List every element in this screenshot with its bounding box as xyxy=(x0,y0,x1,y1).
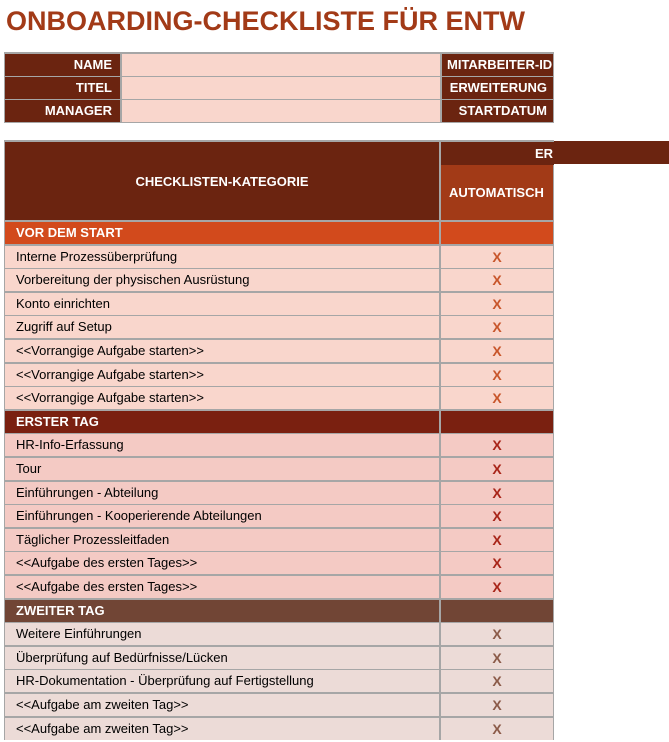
extension-label: ERWEITERUNG xyxy=(442,77,554,99)
table-row xyxy=(5,387,553,409)
title-label: TITEL xyxy=(5,77,120,99)
table-row xyxy=(5,694,553,716)
group-header-label: ER xyxy=(535,146,554,161)
task-label: <<Aufgabe des ersten Tages>> xyxy=(5,552,439,574)
name-label: NAME xyxy=(5,54,120,76)
table-row xyxy=(5,246,553,268)
section-mark-cell xyxy=(441,600,553,622)
table-row xyxy=(5,316,553,338)
table-row xyxy=(5,458,553,480)
employee-info-table xyxy=(4,52,554,123)
manager-label: MANAGER xyxy=(5,100,120,122)
table-row xyxy=(5,718,553,740)
automatic-mark[interactable]: X xyxy=(441,364,553,386)
page-title: ONBOARDING-CHECKLISTE FÜR ENTW xyxy=(6,6,525,36)
table-row xyxy=(5,364,553,386)
title-field[interactable] xyxy=(122,77,440,99)
automatic-mark[interactable]: X xyxy=(441,387,553,409)
section-header xyxy=(5,222,553,244)
group-header xyxy=(441,142,554,165)
automatic-mark[interactable]: X xyxy=(441,647,553,669)
automatic-mark[interactable]: X xyxy=(441,718,553,740)
automatic-mark[interactable]: X xyxy=(441,246,553,268)
checklist-table xyxy=(4,140,554,740)
table-row xyxy=(5,505,553,527)
info-row-name xyxy=(5,54,553,76)
automatic-mark[interactable]: X xyxy=(441,694,553,716)
table-row xyxy=(5,670,553,692)
section-label: VOR DEM START xyxy=(5,222,439,244)
automatic-mark[interactable]: X xyxy=(441,316,553,338)
automatic-mark[interactable]: X xyxy=(441,623,553,645)
category-header: CHECKLISTEN-KATEGORIE xyxy=(5,142,439,220)
task-label: Überprüfung auf Bedürfnisse/Lücken xyxy=(5,647,439,669)
table-row xyxy=(5,482,553,504)
table-row xyxy=(5,576,553,598)
task-label: Konto einrichten xyxy=(5,293,439,315)
task-label: Einführungen - Kooperierende Abteilungen xyxy=(5,505,439,527)
section-label: ERSTER TAG xyxy=(5,411,439,433)
automatic-mark[interactable]: X xyxy=(441,434,553,456)
automatic-mark[interactable]: X xyxy=(441,269,553,291)
table-row xyxy=(5,623,553,645)
automatic-mark[interactable]: X xyxy=(441,458,553,480)
automatic-mark[interactable]: X xyxy=(441,576,553,598)
manager-field[interactable] xyxy=(122,100,440,122)
task-label: <<Vorrangige Aufgabe starten>> xyxy=(5,364,439,386)
automatic-mark[interactable]: X xyxy=(441,529,553,551)
section-label: ZWEITER TAG xyxy=(5,600,439,622)
automatic-mark[interactable]: X xyxy=(441,670,553,692)
info-row-manager xyxy=(5,100,553,122)
section-mark-cell xyxy=(441,222,553,244)
table-row xyxy=(5,552,553,574)
automatic-mark[interactable]: X xyxy=(441,505,553,527)
section-mark-cell xyxy=(441,411,553,433)
table-row xyxy=(5,340,553,362)
task-label: <<Vorrangige Aufgabe starten>> xyxy=(5,340,439,362)
task-label: HR-Info-Erfassung xyxy=(5,434,439,456)
table-row xyxy=(5,434,553,456)
task-label: Weitere Einführungen xyxy=(5,623,439,645)
task-label: <<Aufgabe am zweiten Tag>> xyxy=(5,718,439,740)
section-header xyxy=(5,600,553,622)
table-row xyxy=(5,647,553,669)
info-row-title xyxy=(5,77,553,99)
table-row xyxy=(5,529,553,551)
table-row xyxy=(5,293,553,315)
task-label: <<Aufgabe des ersten Tages>> xyxy=(5,576,439,598)
section-header xyxy=(5,411,553,433)
name-field[interactable] xyxy=(122,54,440,76)
automatic-mark[interactable]: X xyxy=(441,482,553,504)
task-label: Einführungen - Abteilung xyxy=(5,482,439,504)
table-row xyxy=(5,269,553,291)
task-label: HR-Dokumentation - Überprüfung auf Fertigstellung xyxy=(5,670,439,692)
task-label: Zugriff auf Setup xyxy=(5,316,439,338)
employee-id-label: MITARBEITER-ID xyxy=(442,54,554,76)
automatic-mark[interactable]: X xyxy=(441,552,553,574)
start-date-label: STARTDATUM xyxy=(442,100,554,122)
task-label: <<Aufgabe am zweiten Tag>> xyxy=(5,694,439,716)
task-label: Interne Prozessüberprüfung xyxy=(5,246,439,268)
automatic-mark[interactable]: X xyxy=(441,293,553,315)
automatic-mark[interactable]: X xyxy=(441,340,553,362)
task-label: Täglicher Prozessleitfaden xyxy=(5,529,439,551)
task-label: Tour xyxy=(5,458,439,480)
task-label: <<Vorrangige Aufgabe starten>> xyxy=(5,387,439,409)
automatic-header: AUTOMATISCH xyxy=(441,165,553,220)
task-label: Vorbereitung der physischen Ausrüstung xyxy=(5,269,439,291)
header-overflow-band xyxy=(554,141,669,164)
